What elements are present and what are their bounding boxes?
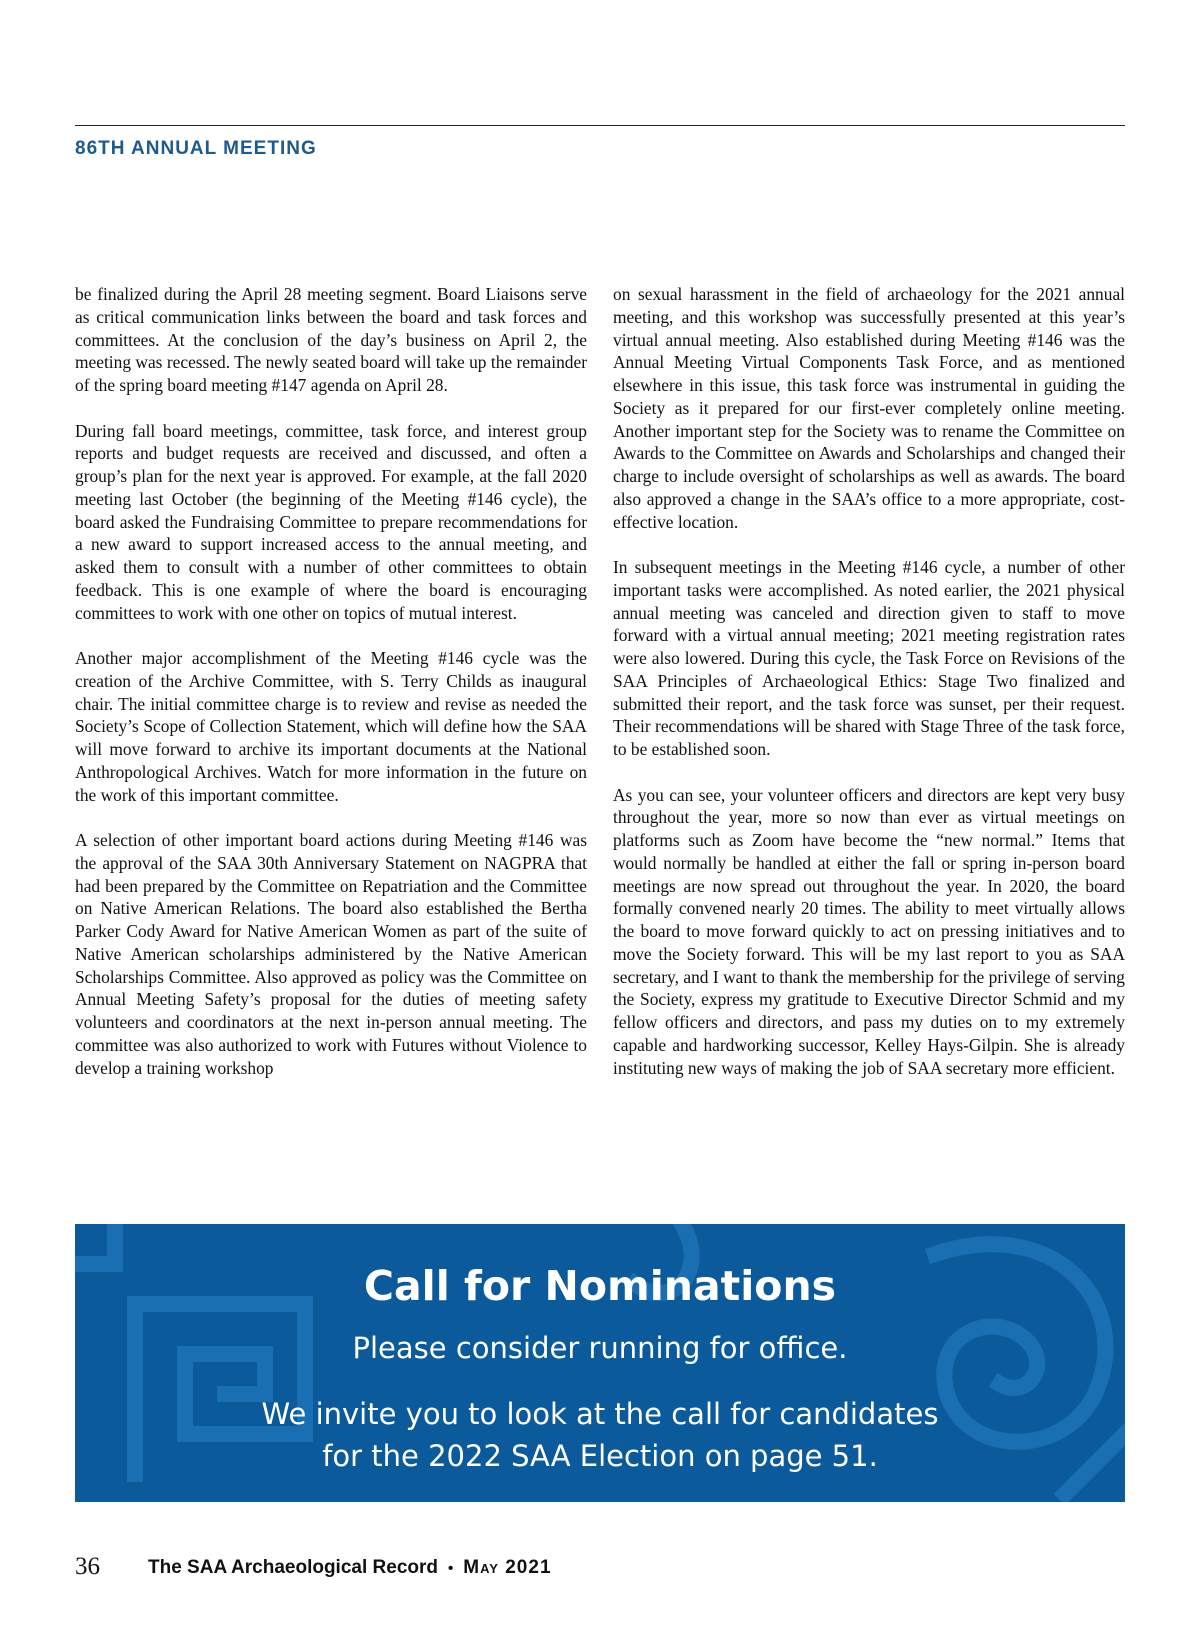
callout-subtitle: Please consider running for office. xyxy=(352,1331,848,1365)
callout-invite-line: We invite you to look at the call for candidates xyxy=(261,1397,939,1431)
paragraph: be finalized during the April 28 meeting segment. Board Liaisons serve as critical communication links between the board and task forces and committees. At the conclusion of the day’s business on April 2, the meeting was recessed. The newly seated board will take up the remainder of the spring board meeting #147 agenda on April 28. xyxy=(75,284,587,395)
right-column xyxy=(613,283,1125,1079)
callout-invite-line: for the 2022 SAA Election on page 51. xyxy=(322,1439,878,1473)
callout-title: Call for Nominations xyxy=(363,1262,837,1310)
paragraph: Another major accomplishment of the Meeting #146 cycle was the creation of the Archive Committee, with S. Terry Childs as inaugural chair. The initial committee charge is to review and revise as needed the Society’s Scope of Collection Statement, which will define how the SAA will move forward to archive its important documents at the National Anthropological Archives. Watch for more information in the future on the work of this important committee. xyxy=(75,648,587,805)
call-for-nominations-banner xyxy=(75,1224,1125,1502)
paragraph: In subsequent meetings in the Meeting #146 cycle, a number of other important tasks were accomplished. As noted earlier, the 2021 physical annual meeting was canceled and direction given to staff to move forward with a virtual annual meeting; 2021 meeting registration rates were also lowered. During this cycle, the Task Force on Revisions of the SAA Principles of Archaeological Ethics: Stage Two finalized and submitted their report, and the task force was sunset, per their request. Their recommendations will be shared with Stage Three of the task force, to be established soon. xyxy=(613,557,1125,759)
journal-name: The SAA Archaeological Record xyxy=(148,1557,438,1578)
page-number: 36 xyxy=(75,1553,100,1580)
paragraph: on sexual harassment in the field of archaeology for the 2021 annual meeting, and this workshop was successfully presented at this year’s virtual annual meeting. Also established during Meeting #146 was the Annual Meeting Virtual Components Task Force, and as mentioned elsewhere in this issue, this task force was instrumental in guiding the Society as it prepared for our first-ever completely online meeting. Another important step for the Society was to rename the Committee on Awards to the Committee on Awards and Scholarships and changed their charge to include oversight of scholarships as well as awards. The board also approved a change in the SAA’s office to a more appropriate, cost-effective location. xyxy=(613,284,1125,532)
paragraph: During fall board meetings, committee, task force, and interest group reports and budget requests are received and discussed, and often a group’s plan for the next year is approved. For example, at the fall 2020 meeting last October (the beginning of the Meeting #146 cycle), the board asked the Fundraising Committee to prepare recommendations for a new award to support increased access to the annual meeting, and asked them to consult with a number of other committees to obtain feedback. This is one example of where the board is encouraging committees to work with one other on topics of mutual interest. xyxy=(75,420,587,623)
paragraph: A selection of other important board actions during Meeting #146 was the approval of the SAA 30th Anniversary Statement on NAGPRA that had been prepared by the Committee on Repatriation and the Committee on Native American Relations. The board also established the Bertha Parker Cody Award for Native American Women as part of the suite of Native American scholarships administered by the Native American Scholarships Committee. Also approved as policy was the Committee on Annual Meeting Safety’s proposal for the duties of meeting safety volunteers and coordinators at the next in-person annual meeting. The committee was also authorized to work with Futures without Violence to develop a training workshop xyxy=(75,830,587,1078)
bullet-separator: • xyxy=(448,1560,454,1577)
journal-info xyxy=(148,1557,552,1579)
left-column xyxy=(75,283,587,1079)
paragraph: As you can see, your volunteer officers and directors are kept very busy throughout the year, more so now than ever as virtual meetings on platforms such as Zoom have become the “new normal.” Items that would normally be handled at either the fall or spring in-person board meetings are now spread out throughout the year. In 2020, the board formally convened nearly 20 times. The ability to meet virtually allows the board to move forward quickly to act on pressing initiatives and to move the Society forward. This will be my last report to you as SAA secretary, and I want to thank the membership for the privilege of serving the Society, express my gratitude to Executive Director Schmid and my fellow officers and directors, and pass my duties on to my extremely capable and hardworking successor, Kelley Hays-Gilpin. She is already instituting new ways of making the job of SAA secretary more efficient. xyxy=(613,784,1125,1078)
section-title: 86TH ANNUAL MEETING xyxy=(75,138,317,159)
header-rule xyxy=(75,125,1125,126)
callout-invite xyxy=(75,1393,1125,1477)
issue-date: May 2021 xyxy=(463,1557,552,1578)
